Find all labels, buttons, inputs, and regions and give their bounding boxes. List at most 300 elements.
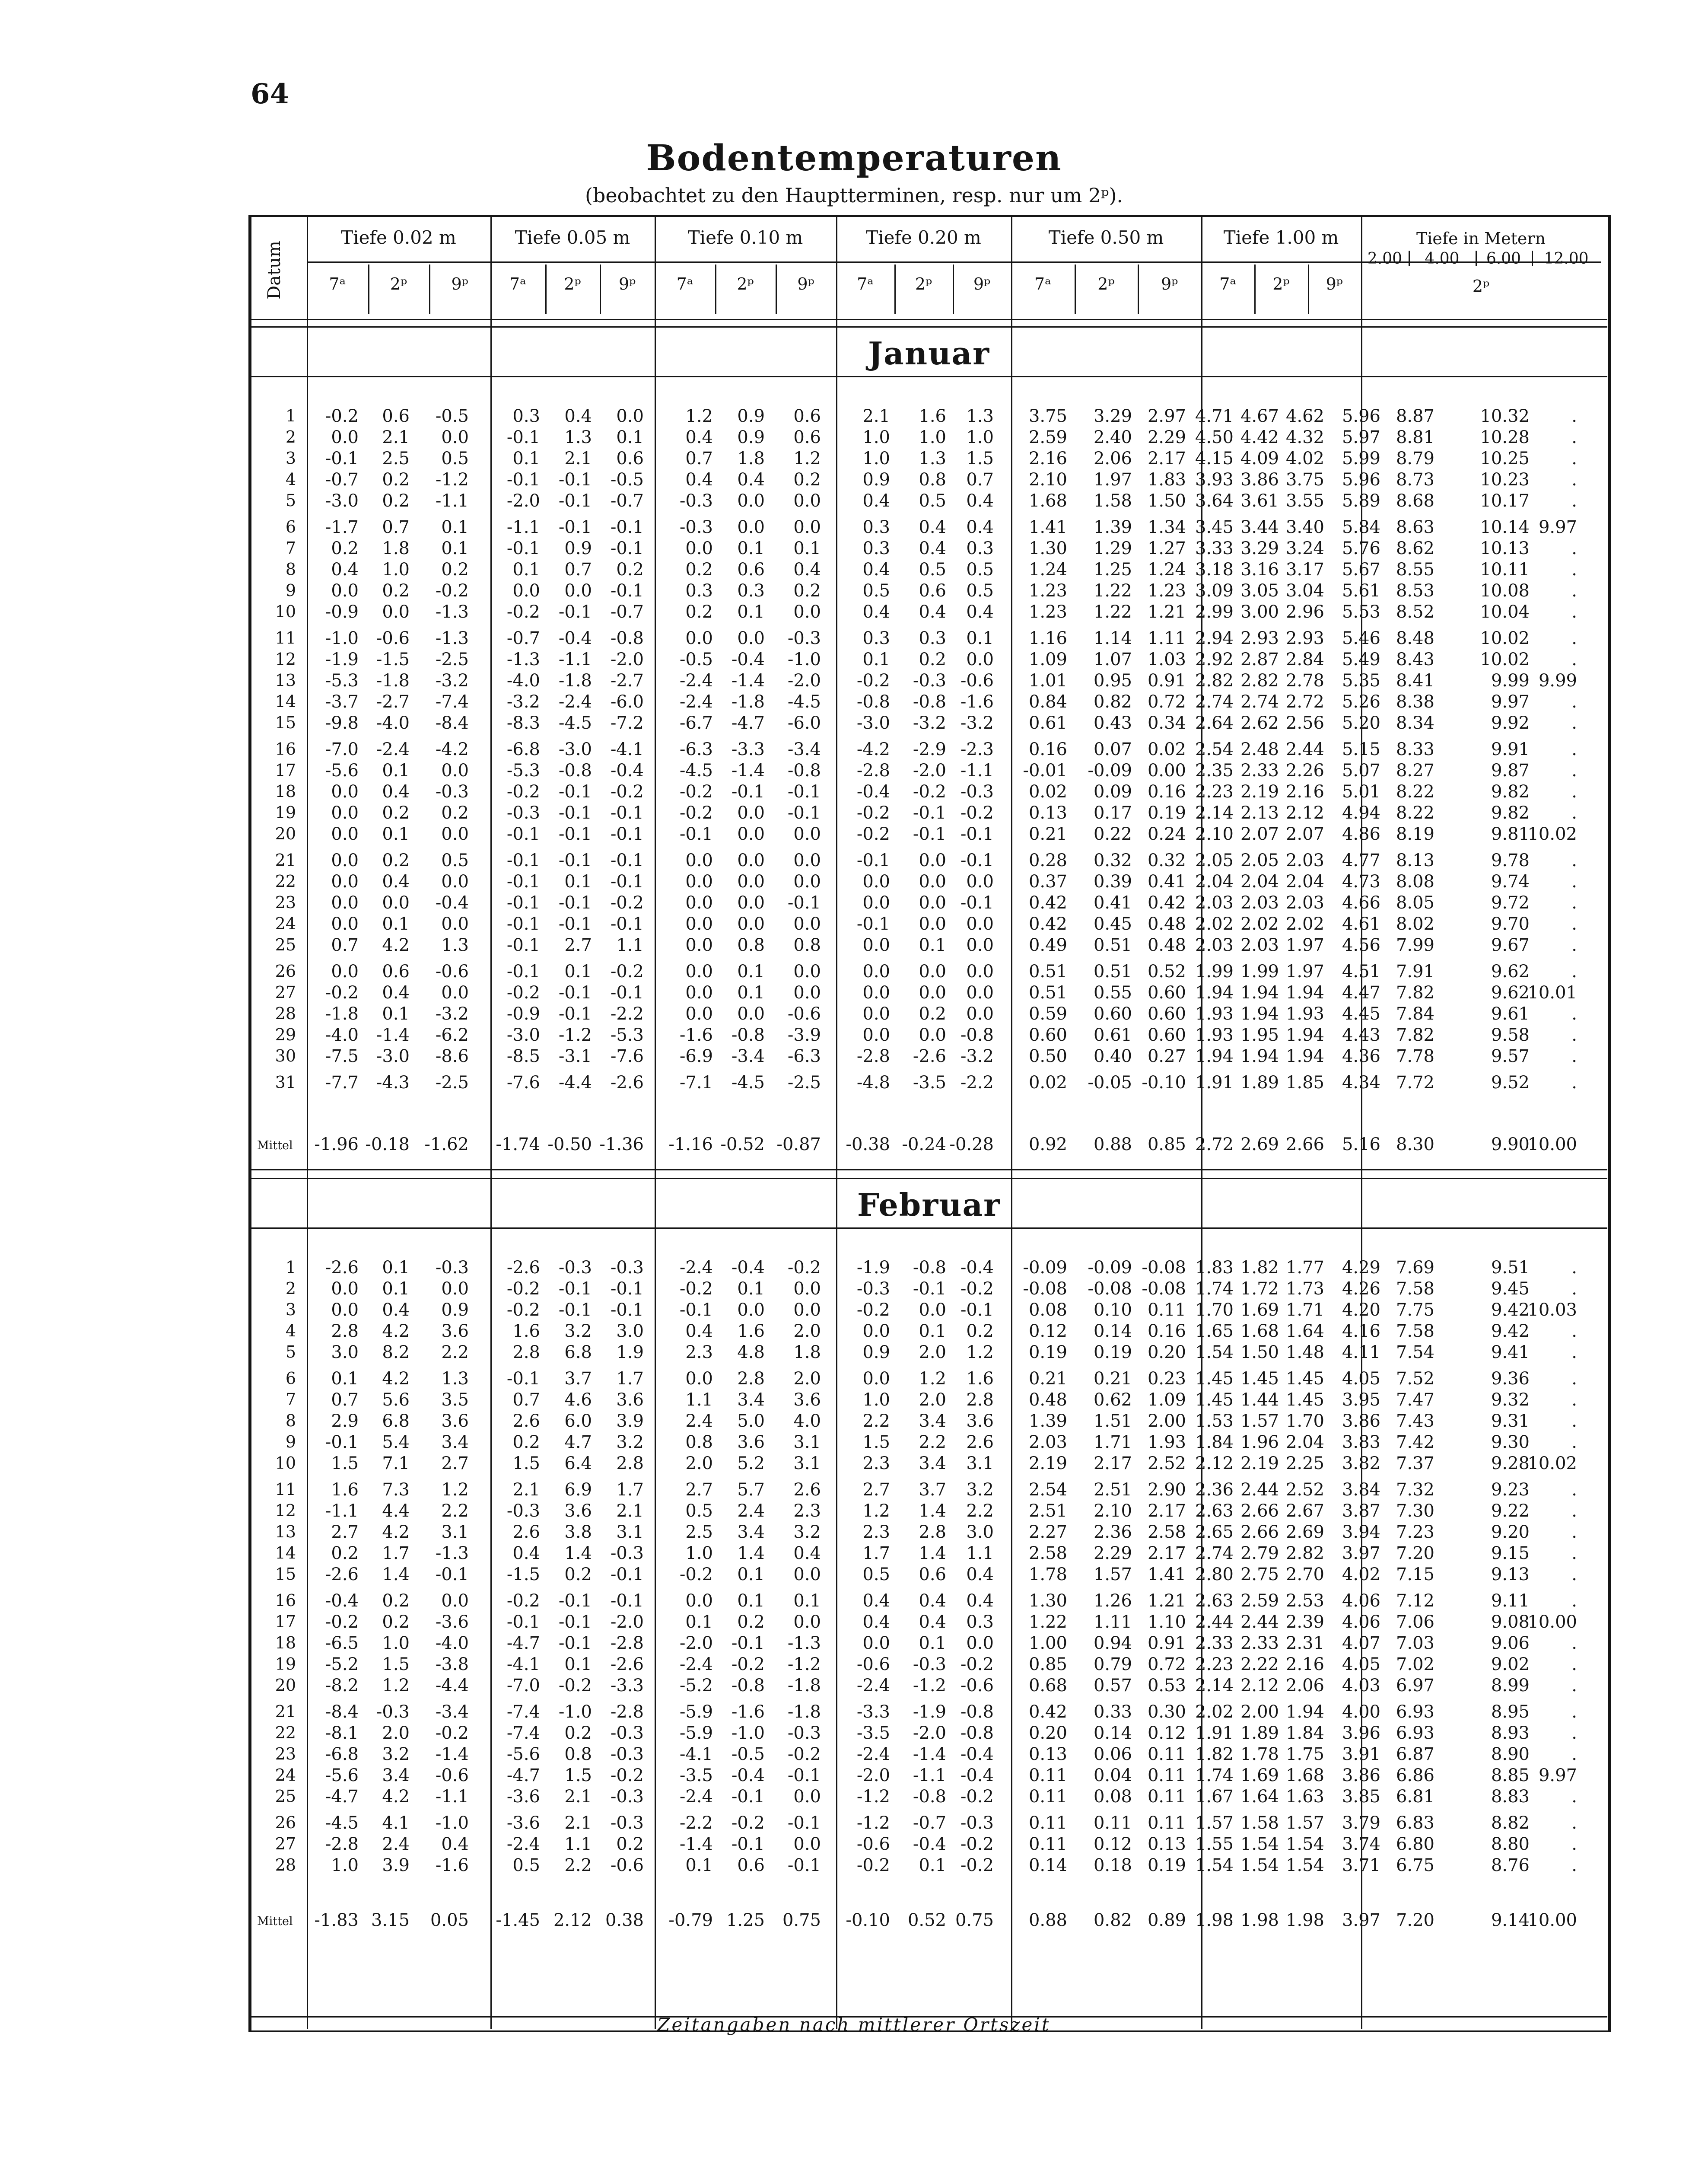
table-cell: 2.0 bbox=[919, 1342, 946, 1362]
table-cell: 4.15 bbox=[1195, 449, 1234, 469]
table-cell: 9.74 bbox=[1491, 872, 1530, 892]
table-cell: 0.3 bbox=[919, 628, 946, 648]
table-cell: . bbox=[1571, 1591, 1577, 1611]
table-cell: -0.1 bbox=[558, 470, 592, 490]
table-cell: 9.87 bbox=[1491, 761, 1530, 781]
table-cell: 1.7 bbox=[382, 1543, 410, 1563]
day-number: 13 bbox=[275, 1522, 296, 1541]
day-number: 18 bbox=[275, 782, 296, 801]
table-cell: 3.84 bbox=[1342, 1480, 1380, 1500]
table-cell: 2.97 bbox=[1147, 406, 1186, 426]
table-cell: -0.1 bbox=[506, 914, 540, 934]
table-cell: -1.1 bbox=[913, 1766, 946, 1785]
table-cell: 1.94 bbox=[1285, 1025, 1324, 1045]
table-cell: -0.2 bbox=[960, 1834, 994, 1854]
table-cell: -2.4 bbox=[679, 692, 713, 712]
table-cell: 1.84 bbox=[1195, 1432, 1234, 1452]
table-cell: 3.33 bbox=[1195, 539, 1234, 558]
table-cell: -0.1 bbox=[558, 824, 592, 844]
month-title: Januar bbox=[868, 335, 990, 372]
table-cell: -0.6 bbox=[610, 1855, 644, 1875]
table-cell: 0.0 bbox=[331, 824, 359, 844]
table-cell: 7.58 bbox=[1396, 1321, 1434, 1341]
day-number: 17 bbox=[275, 1612, 296, 1631]
table-cell: 0.0 bbox=[862, 962, 890, 982]
table-cell: 0.0 bbox=[512, 581, 540, 601]
table-cell: 2.90 bbox=[1147, 1480, 1186, 1500]
table-cell: -2.4 bbox=[506, 1834, 540, 1854]
day-number: 28 bbox=[275, 1004, 296, 1023]
table-cell: . bbox=[1571, 406, 1577, 426]
table-cell: . bbox=[1571, 1342, 1577, 1362]
table-cell: 0.50 bbox=[1028, 1046, 1067, 1066]
table-cell: -7.0 bbox=[506, 1676, 540, 1696]
table-cell: 1.11 bbox=[1147, 628, 1186, 648]
day-number: 1 bbox=[285, 406, 296, 425]
deep-depth-value: 2.00 bbox=[1367, 250, 1403, 268]
table-cell: 4.05 bbox=[1342, 1654, 1380, 1674]
mittel-cell: -1.83 bbox=[314, 1910, 359, 1930]
table-cell: -8.4 bbox=[325, 1702, 359, 1722]
table-cell: 0.1 bbox=[382, 1279, 410, 1299]
table-cell: 2.4 bbox=[382, 1834, 410, 1854]
table-cell: -4.7 bbox=[506, 1633, 540, 1653]
table-cell: . bbox=[1571, 872, 1577, 892]
mittel-cell: -1.45 bbox=[496, 1910, 540, 1930]
table-cell: 8.05 bbox=[1396, 893, 1434, 913]
table-cell: -6.5 bbox=[325, 1633, 359, 1653]
table-cell: 4.50 bbox=[1195, 427, 1234, 447]
table-cell: 0.1 bbox=[737, 962, 765, 982]
table-cell: 8.53 bbox=[1396, 581, 1434, 601]
time-header: 2ᵖ bbox=[737, 274, 754, 293]
table-cell: 0.12 bbox=[1093, 1834, 1132, 1854]
table-cell: 4.94 bbox=[1342, 803, 1380, 823]
table-cell: . bbox=[1571, 491, 1577, 511]
day-number: 19 bbox=[275, 1654, 296, 1673]
table-cell: 7.69 bbox=[1396, 1258, 1434, 1278]
table-cell: 1.99 bbox=[1240, 962, 1279, 982]
table-cell: 2.58 bbox=[1147, 1522, 1186, 1542]
table-cell: . bbox=[1571, 1004, 1577, 1024]
table-cell: 2.9 bbox=[331, 1411, 359, 1431]
table-cell: 4.62 bbox=[1285, 406, 1324, 426]
table-cell: 2.8 bbox=[331, 1321, 359, 1341]
datum-label: Datum bbox=[264, 241, 284, 300]
table-cell: 0.2 bbox=[793, 470, 821, 490]
table-cell: . bbox=[1571, 761, 1577, 781]
table-cell: 1.3 bbox=[919, 449, 946, 469]
table-cell: 2.7 bbox=[564, 935, 592, 955]
table-cell: 10.32 bbox=[1480, 406, 1530, 426]
table-cell: . bbox=[1571, 1432, 1577, 1452]
table-cell: 0.12 bbox=[1028, 1321, 1067, 1341]
table-cell: 2.27 bbox=[1028, 1522, 1067, 1542]
table-cell: -2.4 bbox=[679, 671, 713, 691]
table-cell: 2.44 bbox=[1240, 1480, 1279, 1500]
table-cell: 0.4 bbox=[966, 1591, 994, 1611]
table-cell: -0.2 bbox=[506, 782, 540, 802]
table-cell: 0.72 bbox=[1147, 1654, 1186, 1674]
table-cell: 0.0 bbox=[616, 406, 644, 426]
table-cell: -5.3 bbox=[610, 1025, 644, 1045]
time-header: 9ᵖ bbox=[451, 274, 468, 293]
table-cell: 3.6 bbox=[966, 1411, 994, 1431]
table-cell: 4.66 bbox=[1342, 893, 1380, 913]
table-cell: -0.6 bbox=[960, 671, 994, 691]
table-cell: 1.0 bbox=[919, 427, 946, 447]
table-cell: 0.33 bbox=[1093, 1702, 1132, 1722]
table-cell: -1.2 bbox=[856, 1813, 890, 1833]
table-cell: -0.2 bbox=[856, 1300, 890, 1320]
table-cell: 0.85 bbox=[1028, 1654, 1067, 1674]
day-number: 27 bbox=[275, 1834, 296, 1853]
table-cell: 0.91 bbox=[1147, 671, 1186, 691]
table-cell: -0.2 bbox=[787, 1744, 821, 1764]
table-cell: 0.5 bbox=[685, 1501, 713, 1521]
table-cell: 0.2 bbox=[331, 539, 359, 558]
table-cell: 8.79 bbox=[1396, 449, 1434, 469]
table-cell: 2.65 bbox=[1195, 1522, 1234, 1542]
table-cell: 7.03 bbox=[1396, 1633, 1434, 1653]
table-cell: 0.19 bbox=[1028, 1342, 1067, 1362]
table-cell: 1.22 bbox=[1093, 602, 1132, 622]
table-cell: 0.4 bbox=[685, 1321, 713, 1341]
table-cell: -1.8 bbox=[558, 671, 592, 691]
day-number: 26 bbox=[275, 1813, 296, 1832]
table-cell: 0.4 bbox=[382, 782, 410, 802]
table-cell: -1.2 bbox=[856, 1787, 890, 1807]
table-cell: -0.2 bbox=[325, 983, 359, 1003]
table-cell: -1.1 bbox=[325, 1501, 359, 1521]
table-cell: 2.25 bbox=[1285, 1453, 1324, 1473]
table-cell: 0.4 bbox=[919, 1591, 946, 1611]
table-cell: 3.93 bbox=[1195, 470, 1234, 490]
table-cell: 8.62 bbox=[1396, 539, 1434, 558]
table-cell: -0.1 bbox=[960, 1300, 994, 1320]
table-cell: 7.15 bbox=[1396, 1565, 1434, 1584]
table-cell: 9.97 bbox=[1491, 692, 1530, 712]
table-cell: 7.23 bbox=[1396, 1522, 1434, 1542]
table-cell: 10.03 bbox=[1527, 1300, 1577, 1320]
table-cell: -0.1 bbox=[325, 449, 359, 469]
table-cell: 1.78 bbox=[1028, 1565, 1067, 1584]
table-cell: -0.1 bbox=[787, 1813, 821, 1833]
table-cell: 0.4 bbox=[382, 1300, 410, 1320]
table-cell: 2.67 bbox=[1285, 1501, 1324, 1521]
table-cell: 0.19 bbox=[1093, 1342, 1132, 1362]
table-cell: 0.4 bbox=[966, 602, 994, 622]
table-cell: -3.0 bbox=[856, 713, 890, 733]
table-cell: 0.32 bbox=[1147, 851, 1186, 870]
table-cell: 0.0 bbox=[685, 872, 713, 892]
table-cell: 0.39 bbox=[1093, 872, 1132, 892]
table-cell: -7.6 bbox=[506, 1073, 540, 1093]
time-header: 7ᵃ bbox=[329, 274, 346, 293]
deep-depth-value: 4.00 bbox=[1425, 250, 1460, 268]
mittel-cell: 1.98 bbox=[1285, 1910, 1324, 1930]
table-cell: -1.4 bbox=[731, 671, 765, 691]
table-cell: 2.54 bbox=[1195, 739, 1234, 759]
table-cell: 0.51 bbox=[1093, 962, 1132, 982]
table-cell: -4.5 bbox=[787, 692, 821, 712]
table-cell: 1.39 bbox=[1028, 1411, 1067, 1431]
table-cell: 1.5 bbox=[564, 1766, 592, 1785]
table-cell: -0.3 bbox=[787, 1723, 821, 1743]
table-cell: -2.9 bbox=[913, 739, 946, 759]
table-cell: -4.0 bbox=[376, 713, 410, 733]
table-cell: 1.45 bbox=[1285, 1390, 1324, 1410]
table-cell: -2.6 bbox=[610, 1654, 644, 1674]
day-number: 5 bbox=[285, 491, 296, 510]
table-cell: -2.0 bbox=[610, 1612, 644, 1632]
table-cell: -0.6 bbox=[435, 1766, 469, 1785]
table-cell: 1.24 bbox=[1147, 560, 1186, 580]
table-cell: 1.22 bbox=[1093, 581, 1132, 601]
table-cell: -2.6 bbox=[913, 1046, 946, 1066]
table-cell: 2.7 bbox=[862, 1480, 890, 1500]
day-number: 14 bbox=[275, 1543, 296, 1562]
table-cell: 0.09 bbox=[1093, 782, 1132, 802]
mittel-cell: 9.14 bbox=[1491, 1910, 1530, 1930]
table-cell: 0.4 bbox=[331, 560, 359, 580]
table-cell: 2.0 bbox=[919, 1390, 946, 1410]
table-cell: 0.1 bbox=[382, 761, 410, 781]
table-cell: 4.0 bbox=[793, 1411, 821, 1431]
table-cell: 0.0 bbox=[793, 1565, 821, 1584]
table-cell: 1.94 bbox=[1285, 1046, 1324, 1066]
time-separator bbox=[715, 265, 716, 314]
mittel-cell: 8.30 bbox=[1396, 1135, 1434, 1154]
table-cell: 0.0 bbox=[331, 872, 359, 892]
table-cell: 1.03 bbox=[1147, 650, 1186, 669]
table-cell: 0.08 bbox=[1093, 1787, 1132, 1807]
table-cell: -0.1 bbox=[787, 1766, 821, 1785]
table-cell: -3.2 bbox=[506, 692, 540, 712]
table-cell: 2.6 bbox=[966, 1432, 994, 1452]
table-cell: 0.2 bbox=[966, 1321, 994, 1341]
table-cell: 0.84 bbox=[1028, 692, 1067, 712]
table-cell: 0.4 bbox=[441, 1834, 469, 1854]
table-cell: . bbox=[1571, 628, 1577, 648]
table-cell: 0.0 bbox=[793, 962, 821, 982]
table-cell: 0.2 bbox=[919, 650, 946, 669]
table-cell: 10.25 bbox=[1480, 449, 1530, 469]
table-cell: 3.79 bbox=[1342, 1813, 1380, 1833]
table-cell: 7.75 bbox=[1396, 1300, 1434, 1320]
table-cell: . bbox=[1571, 581, 1577, 601]
table-cell: 0.2 bbox=[382, 803, 410, 823]
table-cell: 2.13 bbox=[1240, 803, 1279, 823]
table-cell: 0.4 bbox=[966, 1565, 994, 1584]
table-cell: 2.2 bbox=[441, 1342, 469, 1362]
table-cell: 0.0 bbox=[685, 1369, 713, 1389]
table-cell: -7.4 bbox=[506, 1723, 540, 1743]
day-number: 21 bbox=[275, 1702, 296, 1721]
table-cell: 3.16 bbox=[1240, 560, 1279, 580]
mittel-cell: -1.36 bbox=[599, 1135, 644, 1154]
table-cell: 2.16 bbox=[1285, 1654, 1324, 1674]
table-cell: 1.5 bbox=[382, 1654, 410, 1674]
mittel-cell: 2.66 bbox=[1285, 1135, 1324, 1154]
table-cell: 9.97 bbox=[1538, 1766, 1577, 1785]
table-cell: 0.0 bbox=[737, 517, 765, 537]
table-cell: 9.23 bbox=[1491, 1480, 1530, 1500]
table-cell: -0.7 bbox=[913, 1813, 946, 1833]
table-cell: 2.14 bbox=[1195, 1676, 1234, 1696]
table-cell: 0.0 bbox=[331, 1279, 359, 1299]
table-cell: 0.1 bbox=[616, 427, 644, 447]
table-cell: 0.6 bbox=[919, 1565, 946, 1584]
day-number: 20 bbox=[275, 824, 296, 843]
table-cell: -0.4 bbox=[913, 1834, 946, 1854]
table-cell: 9.82 bbox=[1491, 803, 1530, 823]
table-cell: 9.91 bbox=[1491, 739, 1530, 759]
time-header: 2ᵖ bbox=[915, 274, 932, 293]
table-cell: 9.42 bbox=[1491, 1321, 1530, 1341]
table-cell: -0.3 bbox=[506, 803, 540, 823]
table-cell: 9.42 bbox=[1491, 1300, 1530, 1320]
table-cell: 0.0 bbox=[685, 1004, 713, 1024]
table-cell: 9.31 bbox=[1491, 1411, 1530, 1431]
table-cell: 0.2 bbox=[441, 560, 469, 580]
table-cell: 0.0 bbox=[737, 491, 765, 511]
table-cell: 0.11 bbox=[1147, 1813, 1186, 1833]
table-cell: 4.2 bbox=[382, 935, 410, 955]
table-cell: 2.16 bbox=[1285, 782, 1324, 802]
table-cell: 9.11 bbox=[1491, 1591, 1530, 1611]
table-cell: -0.1 bbox=[325, 1432, 359, 1452]
table-cell: . bbox=[1571, 1522, 1577, 1542]
table-cell: -0.4 bbox=[435, 893, 469, 913]
table-cell: -1.1 bbox=[435, 491, 469, 511]
table-cell: 0.5 bbox=[512, 1855, 540, 1875]
table-cell: 2.54 bbox=[1028, 1480, 1067, 1500]
table-cell: 3.97 bbox=[1342, 1543, 1380, 1563]
table-cell: 1.54 bbox=[1240, 1855, 1279, 1875]
table-cell: 0.2 bbox=[564, 1723, 592, 1743]
table-cell: 0.37 bbox=[1028, 872, 1067, 892]
table-cell: 3.1 bbox=[616, 1522, 644, 1542]
table-cell: 1.54 bbox=[1285, 1855, 1324, 1875]
table-cell: 1.14 bbox=[1093, 628, 1132, 648]
table-cell: 9.06 bbox=[1491, 1633, 1530, 1653]
table-cell: 8.41 bbox=[1396, 671, 1434, 691]
table-cell: -2.0 bbox=[506, 491, 540, 511]
table-cell: -0.4 bbox=[325, 1591, 359, 1611]
table-cell: -2.6 bbox=[325, 1565, 359, 1584]
table-cell: 6.0 bbox=[564, 1411, 592, 1431]
table-cell: . bbox=[1571, 1702, 1577, 1722]
table-cell: -4.5 bbox=[679, 761, 713, 781]
table-cell: 9.62 bbox=[1491, 962, 1530, 982]
table-cell: 0.5 bbox=[919, 560, 946, 580]
day-number: 19 bbox=[275, 803, 296, 822]
table-cell: 0.1 bbox=[685, 1612, 713, 1632]
mittel-cell: 0.88 bbox=[1093, 1135, 1132, 1154]
table-cell: 3.5 bbox=[441, 1390, 469, 1410]
time-separator bbox=[545, 265, 547, 314]
table-cell: 10.02 bbox=[1527, 824, 1577, 844]
table-cell: 9.41 bbox=[1491, 1342, 1530, 1362]
table-cell: 0.00 bbox=[1147, 761, 1186, 781]
table-cell: 2.14 bbox=[1195, 803, 1234, 823]
table-cell: 10.00 bbox=[1527, 1612, 1577, 1632]
table-cell: 4.56 bbox=[1342, 935, 1380, 955]
table-cell: -0.08 bbox=[1142, 1279, 1186, 1299]
table-cell: -0.1 bbox=[610, 803, 644, 823]
table-cell: 6.93 bbox=[1396, 1723, 1434, 1743]
table-cell: 0.10 bbox=[1093, 1300, 1132, 1320]
table-cell: 5.01 bbox=[1342, 782, 1380, 802]
mittel-cell: 2.72 bbox=[1195, 1135, 1234, 1154]
mittel-cell: 3.97 bbox=[1342, 1910, 1380, 1930]
table-cell: 2.39 bbox=[1285, 1612, 1324, 1632]
table-cell: 3.9 bbox=[382, 1855, 410, 1875]
table-cell: 2.19 bbox=[1240, 782, 1279, 802]
table-cell: 4.51 bbox=[1342, 962, 1380, 982]
table-cell: -0.1 bbox=[913, 803, 946, 823]
table-cell: 0.0 bbox=[331, 782, 359, 802]
table-cell: -0.1 bbox=[610, 872, 644, 892]
table-cell: 1.7 bbox=[616, 1369, 644, 1389]
table-cell: 0.1 bbox=[564, 962, 592, 982]
table-cell: -0.6 bbox=[435, 962, 469, 982]
table-cell: 0.51 bbox=[1028, 983, 1067, 1003]
table-cell: 3.85 bbox=[1342, 1787, 1380, 1807]
day-number: 11 bbox=[275, 1480, 296, 1499]
table-cell: -4.1 bbox=[679, 1744, 713, 1764]
time-separator bbox=[953, 265, 954, 314]
table-cell: 0.3 bbox=[862, 517, 890, 537]
table-cell: 2.44 bbox=[1195, 1612, 1234, 1632]
table-cell: -5.3 bbox=[325, 671, 359, 691]
table-cell: 0.0 bbox=[331, 914, 359, 934]
time-header: 7ᵃ bbox=[676, 274, 693, 293]
table-cell: -0.1 bbox=[558, 1300, 592, 1320]
table-cell: 0.2 bbox=[737, 1612, 765, 1632]
table-cell: 2.3 bbox=[685, 1342, 713, 1362]
table-cell: 1.0 bbox=[382, 560, 410, 580]
table-cell: -5.3 bbox=[506, 761, 540, 781]
table-cell: 0.0 bbox=[862, 1004, 890, 1024]
table-cell: 1.70 bbox=[1285, 1411, 1324, 1431]
table-cell: . bbox=[1571, 803, 1577, 823]
table-cell: -0.1 bbox=[558, 1279, 592, 1299]
table-cell: 0.4 bbox=[919, 539, 946, 558]
table-cell: 1.25 bbox=[1093, 560, 1132, 580]
table-cell: -0.1 bbox=[558, 1612, 592, 1632]
table-cell: -2.8 bbox=[856, 761, 890, 781]
table-cell: 2.59 bbox=[1240, 1591, 1279, 1611]
table-cell: 2.99 bbox=[1195, 602, 1234, 622]
table-cell: -3.5 bbox=[856, 1723, 890, 1743]
table-cell: 2.06 bbox=[1093, 449, 1132, 469]
table-cell: 7.72 bbox=[1396, 1073, 1434, 1093]
table-cell: -0.2 bbox=[325, 1612, 359, 1632]
table-cell: 3.1 bbox=[441, 1522, 469, 1542]
mittel-cell: 1.25 bbox=[726, 1910, 765, 1930]
table-cell: 1.57 bbox=[1195, 1813, 1234, 1833]
table-cell: 0.0 bbox=[441, 914, 469, 934]
table-cell: 2.17 bbox=[1147, 449, 1186, 469]
table-cell: -1.0 bbox=[435, 1813, 469, 1833]
table-cell: 1.8 bbox=[793, 1342, 821, 1362]
table-cell: -3.2 bbox=[435, 1004, 469, 1024]
table-cell: 5.53 bbox=[1342, 602, 1380, 622]
table-cell: 0.02 bbox=[1147, 739, 1186, 759]
table-cell: 8.38 bbox=[1396, 692, 1434, 712]
